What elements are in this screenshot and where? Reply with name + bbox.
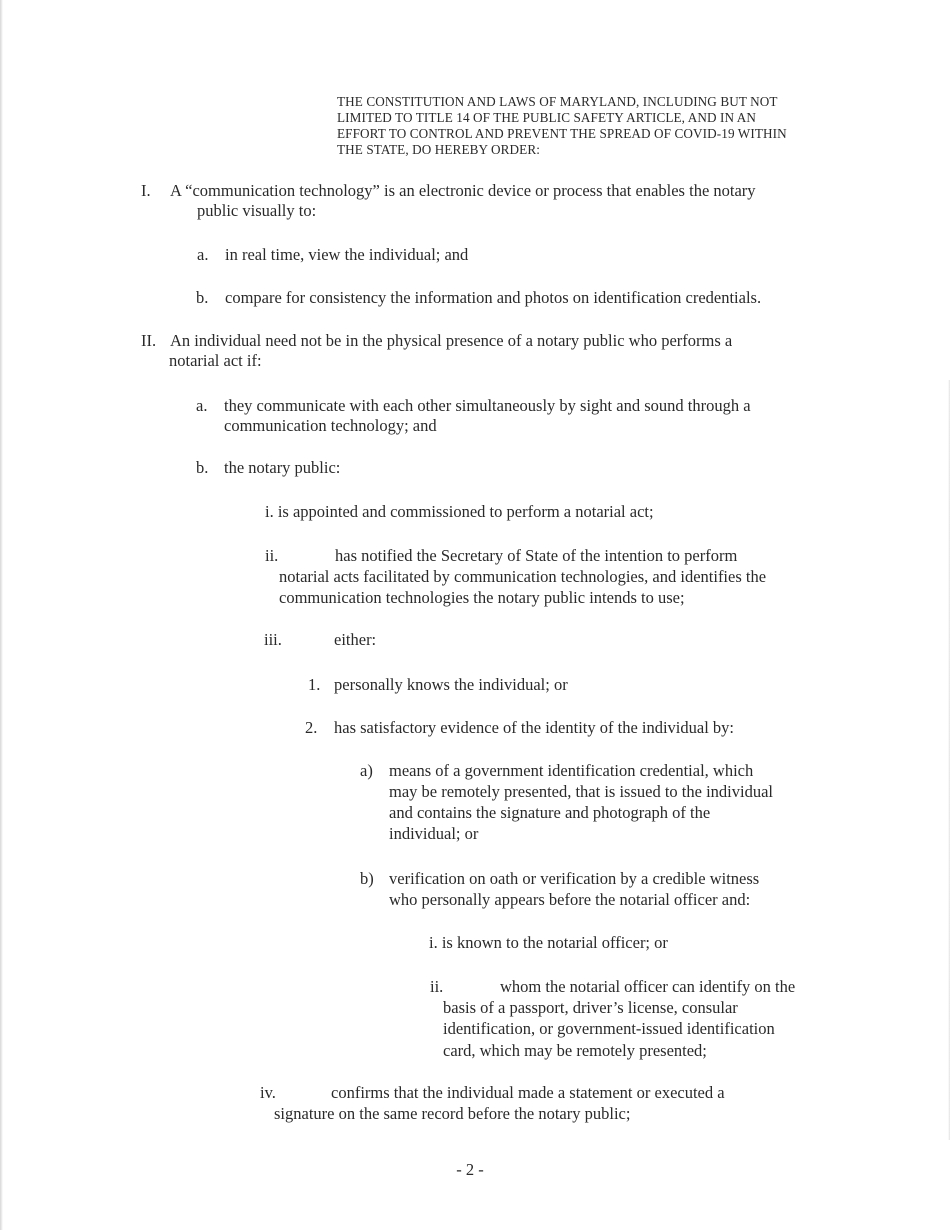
- item-2-a-line-2: may be remotely presented, that is issued to the individual: [389, 782, 773, 801]
- item-2-b-line-2: who personally appears before the notarial officer and:: [389, 890, 751, 909]
- section-1-marker: I.: [141, 181, 151, 200]
- item-2-text: has satisfactory evidence of the identity of the individual by:: [334, 718, 735, 737]
- section-1-a-text: in real time, view the individual; and: [225, 245, 469, 264]
- item-2-b-ii-marker: ii.: [430, 977, 444, 996]
- preamble-line-4: THE STATE, DO HEREBY ORDER:: [337, 142, 540, 157]
- preamble-line-1: THE CONSTITUTION AND LAWS OF MARYLAND, INCLUDING BUT NOT: [337, 94, 778, 109]
- section-2-a-line-2: communication technology; and: [224, 416, 437, 435]
- clause-b-i: i. is appointed and commissioned to perform a notarial act;: [265, 502, 654, 521]
- item-2-a-line-4: individual; or: [389, 824, 479, 843]
- section-2-a-line-1: they communicate with each other simultaneously by sight and sound through a: [224, 396, 751, 415]
- clause-b-ii-marker: ii.: [265, 546, 279, 565]
- item-2-b-marker: b): [360, 869, 374, 888]
- clause-b-ii-line-1: has notified the Secretary of State of the intention to perform: [335, 546, 738, 565]
- page-number: - 2 -: [456, 1160, 484, 1179]
- clause-b-ii-line-3: communication technologies the notary public intends to use;: [279, 588, 685, 607]
- preamble-line-2: LIMITED TO TITLE 14 OF THE PUBLIC SAFETY ARTICLE, AND IN AN: [337, 110, 757, 125]
- item-2-a-line-1: means of a government identification credential, which: [389, 761, 754, 780]
- item-2-b-i: i. is known to the notarial officer; or: [429, 933, 668, 952]
- section-2-a-marker: a.: [196, 396, 208, 415]
- section-1-line-2: public visually to:: [197, 201, 317, 220]
- item-2-b-ii-line-3: identification, or government-issued identification: [443, 1019, 775, 1038]
- item-2-b-line-1: verification on oath or verification by a credible witness: [389, 869, 760, 888]
- section-2-line-1: An individual need not be in the physical presence of a notary public who performs a: [170, 331, 733, 350]
- preamble-line-3: EFFORT TO CONTROL AND PREVENT THE SPREAD OF COVID-19 WITHIN: [337, 126, 787, 141]
- item-2-marker: 2.: [305, 718, 318, 737]
- item-1-text: personally knows the individual; or: [334, 675, 568, 694]
- scan-edge-left: [0, 0, 3, 1230]
- section-1-b-marker: b.: [196, 288, 209, 307]
- clause-b-iv-line-1: confirms that the individual made a statement or executed a: [331, 1083, 725, 1102]
- section-2-marker: II.: [141, 331, 157, 350]
- item-2-b-ii-line-4: card, which may be remotely presented;: [443, 1041, 707, 1060]
- section-2-b-text: the notary public:: [224, 458, 341, 477]
- item-2-b-ii-line-2: basis of a passport, driver’s license, consular: [443, 998, 738, 1017]
- clause-b-iv-line-2: signature on the same record before the notary public;: [274, 1104, 631, 1123]
- item-2-a-line-3: and contains the signature and photograph of the: [389, 803, 711, 822]
- item-1-marker: 1.: [308, 675, 321, 694]
- item-2-b-ii-line-1: whom the notarial officer can identify on the: [500, 977, 796, 996]
- item-2-a-marker: a): [360, 761, 373, 780]
- clause-b-iv-marker: iv.: [260, 1083, 276, 1102]
- clause-b-iii-marker: iii.: [264, 630, 282, 649]
- section-1-a-marker: a.: [197, 245, 209, 264]
- section-1-b-text: compare for consistency the information and photos on identification credentials.: [225, 288, 762, 307]
- section-2-line-2: notarial act if:: [169, 351, 262, 370]
- clause-b-ii-line-2: notarial acts facilitated by communication technologies, and identifies the: [279, 567, 767, 586]
- clause-b-iii-text: either:: [334, 630, 377, 649]
- section-1-line-1: A “communication technology” is an electronic device or process that enables the notary: [170, 181, 756, 200]
- section-2-b-marker: b.: [196, 458, 209, 477]
